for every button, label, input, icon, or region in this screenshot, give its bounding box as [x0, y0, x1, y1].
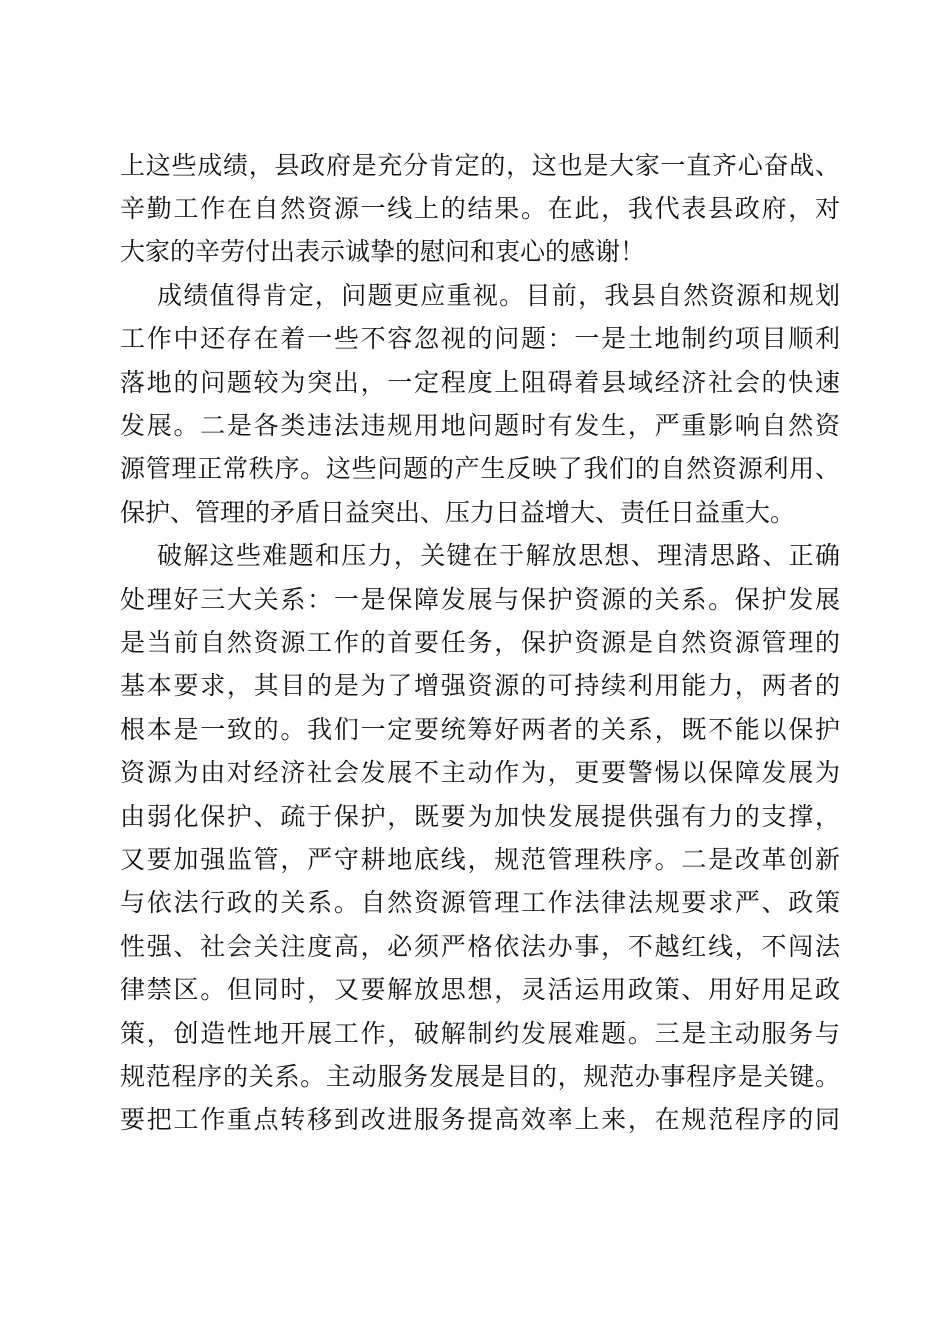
paragraph-1-line-1: 上这些成绩，县政府是充分肯定的，这也是大家一直齐心奋战、	[120, 151, 840, 180]
paragraph-3-line-4: 基本要求，其目的是为了增强资源的可持续利用能力，两者的	[120, 671, 840, 700]
paragraph-3-line-6: 资源为由对经济社会发展不主动作为，更要警惕以保障发展为	[120, 758, 840, 787]
paragraph-3-line-3: 是当前自然资源工作的首要任务，保护资源是自然资源管理的	[120, 628, 840, 657]
paragraph-3-line-11: 律禁区。但同时，又要解放思想，灵活运用政策、用好用足政	[120, 975, 840, 1004]
paragraph-2-line-3: 落地的问题较为突出，一定程度上阻碍着县域经济社会的快速	[120, 368, 840, 397]
paragraph-3-line-5: 根本是一致的。我们一定要统筹好两者的关系，既不能以保护	[120, 715, 840, 744]
paragraph-3-line-13: 规范程序的关系。主动服务发展是目的，规范办事程序是关键。	[120, 1062, 840, 1091]
paragraph-3-line-1: 破解这些难题和压力，关键在于解放思想、理清思路、正确	[157, 541, 840, 570]
paragraph-3-line-8: 又要加强监管，严守耕地底线，规范管理秩序。二是改革创新	[120, 845, 840, 874]
paragraph-3-line-9: 与依法行政的关系。自然资源管理工作法律法规要求严、政策	[120, 888, 840, 917]
paragraph-3-line-10: 性强、社会关注度高，必须严格依法办事，不越红线，不闯法	[120, 932, 840, 961]
paragraph-3-line-14: 要把工作重点转移到改进服务提高效率上来，在规范程序的同	[120, 1105, 840, 1134]
paragraph-1-line-3: 大家的辛劳付出表示诚挚的慰问和衷心的感谢！	[120, 237, 646, 266]
paragraph-3-line-12: 策，创造性地开展工作，破解制约发展难题。三是主动服务与	[120, 1019, 840, 1048]
paragraph-2-line-4: 发展。二是各类违法违规用地问题时有发生，严重影响自然资	[120, 411, 840, 440]
paragraph-2-line-5: 源管理正常秩序。这些问题的产生反映了我们的自然资源利用、	[120, 454, 840, 483]
paragraph-2-line-2: 工作中还存在着一些不容忽视的问题：一是土地制约项目顺利	[120, 324, 840, 353]
paragraph-1-line-2: 辛勤工作在自然资源一线上的结果。在此，我代表县政府，对	[120, 194, 840, 223]
paragraph-3-line-2: 处理好三大关系：一是保障发展与保护资源的关系。保护发展	[120, 585, 840, 614]
paragraph-3-line-7: 由弱化保护、疏于保护，既要为加快发展提供强有力的支撑，	[120, 802, 840, 831]
paragraph-2-line-1: 成绩值得肯定，问题更应重视。目前，我县自然资源和规划	[157, 281, 840, 310]
paragraph-2-line-6: 保护、管理的矛盾日益突出、压力日益增大、责任日益重大。	[120, 498, 796, 527]
